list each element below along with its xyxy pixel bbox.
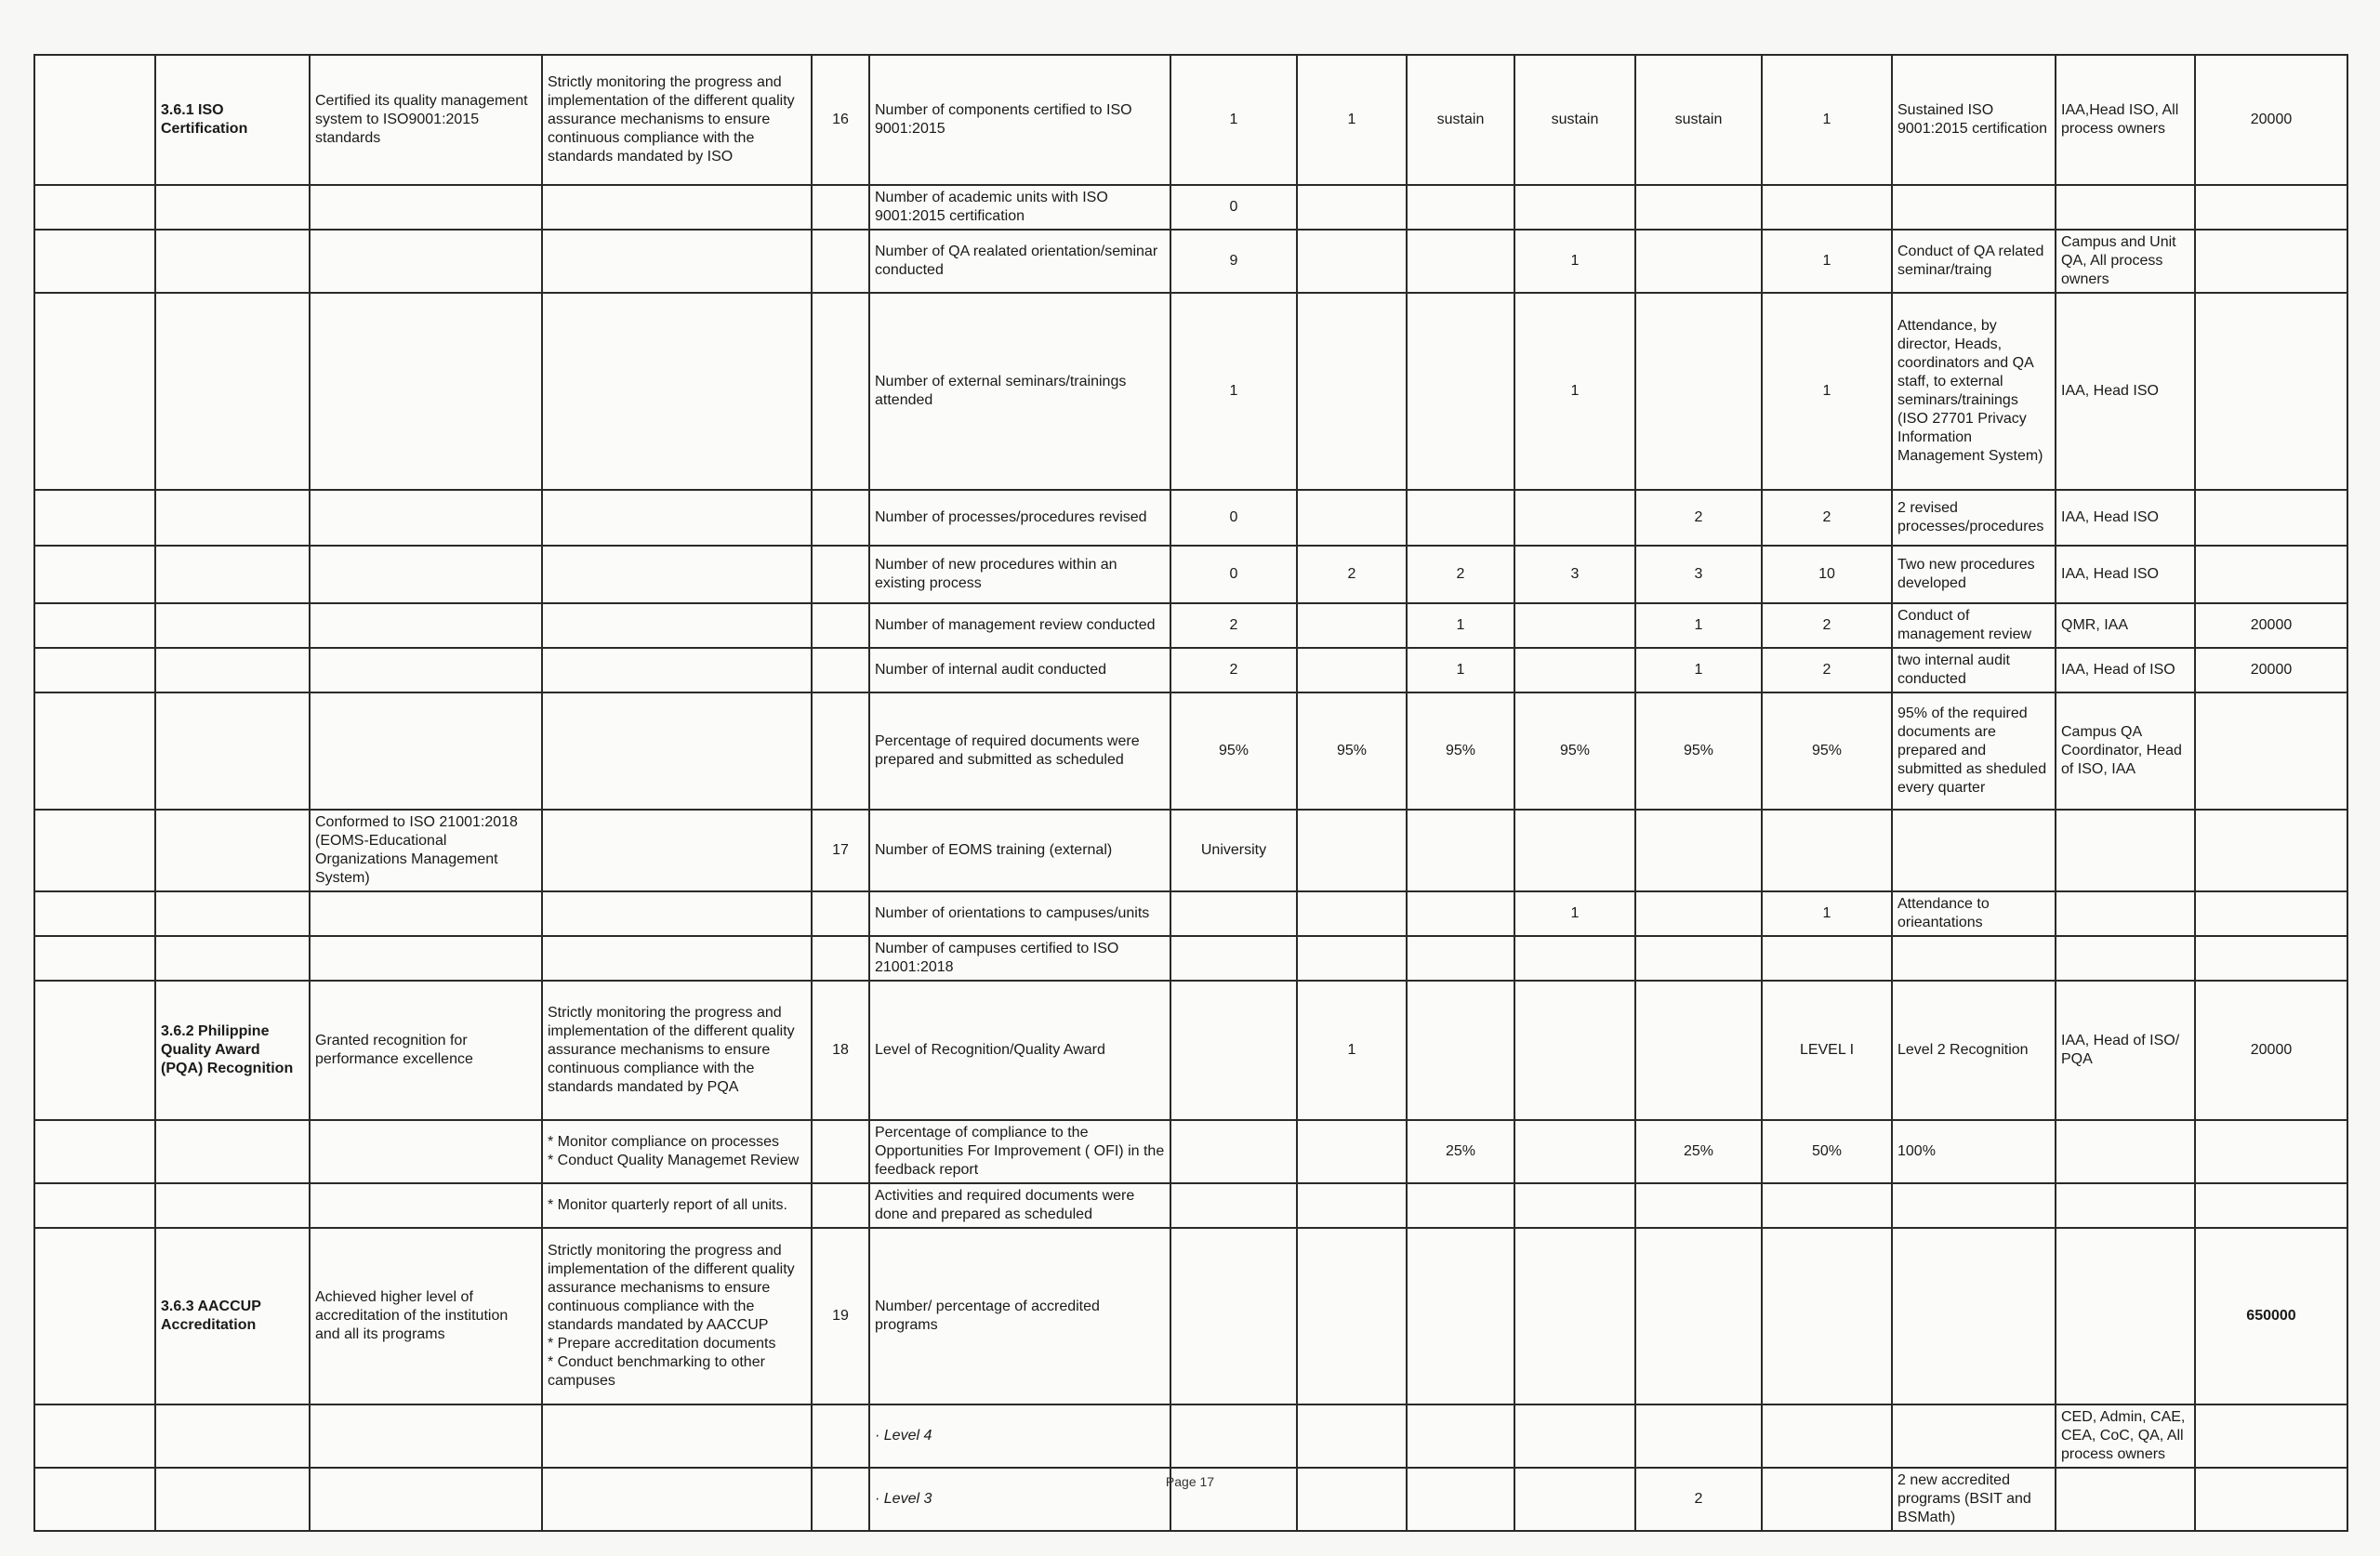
indicator-cell: Number of campuses certified to ISO 21001:2018 — [869, 936, 1170, 981]
strategy-cell — [542, 1404, 812, 1468]
indicator-cell: Number of QA realated orientation/seminar conducted — [869, 230, 1170, 293]
year4-cell — [1635, 1228, 1762, 1404]
strategy-cell: * Monitor quarterly report of all units. — [542, 1183, 812, 1228]
table-row — [34, 936, 2347, 981]
year1-cell: 1 — [1297, 981, 1407, 1120]
indicator-cell: Number of internal audit conducted — [869, 648, 1170, 692]
key-result-area-cell — [155, 810, 310, 891]
target-description-cell: Two new procedures developed — [1892, 546, 2056, 603]
year1-cell — [1297, 603, 1407, 648]
indicator-number-cell: 16 — [812, 55, 869, 185]
outcome-cell — [310, 490, 542, 546]
key-result-area-cell — [155, 546, 310, 603]
blank-cell — [34, 1120, 155, 1183]
blank-cell — [34, 648, 155, 692]
total-target-cell: 1 — [1762, 891, 1892, 936]
strategy-cell — [542, 603, 812, 648]
indicator-cell: Percentage of compliance to the Opportunities For Improvement ( OFI) in the feedback report — [869, 1120, 1170, 1183]
budget-cell: 650000 — [2195, 1228, 2347, 1404]
total-target-cell — [1762, 1404, 1892, 1468]
target-description-cell — [1892, 810, 2056, 891]
baseline-cell: 0 — [1170, 546, 1297, 603]
indicator-number-cell — [812, 546, 869, 603]
blank-cell — [34, 810, 155, 891]
indicator-number-cell — [812, 1404, 869, 1468]
year3-cell — [1514, 603, 1635, 648]
total-target-cell: 10 — [1762, 546, 1892, 603]
year3-cell: 3 — [1514, 546, 1635, 603]
year4-cell — [1635, 810, 1762, 891]
total-target-cell: 2 — [1762, 648, 1892, 692]
key-result-area-cell — [155, 692, 310, 810]
year4-cell — [1635, 936, 1762, 981]
strategy-cell: Strictly monitoring the progress and implementation of the different quality assurance mechanisms to ensure continuous compliance with the standards mandated by AACCUP * Prepare accreditation documents * Conduct benchmarking to other campuses — [542, 1228, 812, 1404]
baseline-cell: 1 — [1170, 293, 1297, 490]
total-target-cell — [1762, 1183, 1892, 1228]
table-row — [34, 185, 2347, 230]
year2-cell: 1 — [1407, 603, 1514, 648]
baseline-cell — [1170, 1404, 1297, 1468]
budget-cell — [2195, 810, 2347, 891]
year2-cell — [1407, 1183, 1514, 1228]
year3-cell — [1514, 1120, 1635, 1183]
total-target-cell — [1762, 936, 1892, 981]
outcome-cell: Conformed to ISO 21001:2018 (EOMS-Educational Organizations Management System) — [310, 810, 542, 891]
year3-cell — [1514, 936, 1635, 981]
responsible-office-cell: IAA,Head ISO, All process owners — [2056, 55, 2195, 185]
strategy-cell — [542, 293, 812, 490]
table-row — [34, 293, 2347, 490]
total-target-cell: 50% — [1762, 1120, 1892, 1183]
total-target-cell: 1 — [1762, 55, 1892, 185]
key-result-area-cell — [155, 891, 310, 936]
year2-cell — [1407, 490, 1514, 546]
responsible-office-cell: IAA, Head of ISO — [2056, 648, 2195, 692]
indicator-number-cell — [812, 1120, 869, 1183]
year1-cell — [1297, 891, 1407, 936]
strategy-cell — [542, 648, 812, 692]
strategy-cell — [542, 490, 812, 546]
indicator-cell: Number/ percentage of accredited programs — [869, 1228, 1170, 1404]
outcome-cell — [310, 936, 542, 981]
indicator-cell: Number of academic units with ISO 9001:2015 certification — [869, 185, 1170, 230]
indicator-cell: Number of orientations to campuses/units — [869, 891, 1170, 936]
year1-cell — [1297, 810, 1407, 891]
indicator-number-cell — [812, 936, 869, 981]
strategy-cell — [542, 692, 812, 810]
year3-cell — [1514, 810, 1635, 891]
outcome-cell — [310, 185, 542, 230]
table-row — [34, 1183, 2347, 1228]
year4-cell: 25% — [1635, 1120, 1762, 1183]
target-description-cell — [1892, 1183, 2056, 1228]
year4-cell — [1635, 230, 1762, 293]
table-row — [34, 546, 2347, 603]
indicator-number-cell — [812, 1183, 869, 1228]
year2-cell — [1407, 185, 1514, 230]
blank-cell — [34, 1228, 155, 1404]
key-result-area-cell — [155, 1404, 310, 1468]
budget-cell — [2195, 185, 2347, 230]
year1-cell: 95% — [1297, 692, 1407, 810]
outcome-cell — [310, 546, 542, 603]
budget-cell — [2195, 230, 2347, 293]
year1-cell — [1297, 1404, 1407, 1468]
budget-cell: 20000 — [2195, 648, 2347, 692]
year2-cell: 1 — [1407, 648, 1514, 692]
strategy-cell: Strictly monitoring the progress and implementation of the different quality assurance mechanisms to ensure continuous compliance with the standards mandated by PQA — [542, 981, 812, 1120]
responsible-office-cell: IAA, Head ISO — [2056, 293, 2195, 490]
table-row — [34, 603, 2347, 648]
blank-cell — [34, 981, 155, 1120]
year2-cell: 2 — [1407, 546, 1514, 603]
indicator-number-cell — [812, 185, 869, 230]
baseline-cell: 0 — [1170, 490, 1297, 546]
target-description-cell — [1892, 185, 2056, 230]
responsible-office-cell — [2056, 185, 2195, 230]
table-row — [34, 981, 2347, 1120]
target-description-cell — [1892, 1404, 2056, 1468]
indicator-cell: Level of Recognition/Quality Award — [869, 981, 1170, 1120]
year3-cell: 95% — [1514, 692, 1635, 810]
outcome-cell — [310, 293, 542, 490]
year2-cell — [1407, 981, 1514, 1120]
target-description-cell: Conduct of QA related seminar/traing — [1892, 230, 2056, 293]
budget-cell — [2195, 546, 2347, 603]
year4-cell — [1635, 981, 1762, 1120]
outcome-cell: Achieved higher level of accreditation of the institution and all its programs — [310, 1228, 542, 1404]
year2-cell: 25% — [1407, 1120, 1514, 1183]
year4-cell: sustain — [1635, 55, 1762, 185]
outcome-cell: Granted recognition for performance excellence — [310, 981, 542, 1120]
blank-cell — [34, 692, 155, 810]
table-row — [34, 55, 2347, 185]
baseline-cell: 2 — [1170, 648, 1297, 692]
budget-cell — [2195, 293, 2347, 490]
target-description-cell: Level 2 Recognition — [1892, 981, 2056, 1120]
year4-cell — [1635, 891, 1762, 936]
indicator-number-cell — [812, 891, 869, 936]
outcome-cell: Certified its quality management system to ISO9001:2015 standards — [310, 55, 542, 185]
outcome-cell — [310, 1404, 542, 1468]
responsible-office-cell: Campus and Unit QA, All process owners — [2056, 230, 2195, 293]
table-row — [34, 648, 2347, 692]
total-target-cell — [1762, 810, 1892, 891]
year4-cell: 2 — [1635, 1468, 1762, 1531]
target-description-cell: Attendance to orieantations — [1892, 891, 2056, 936]
year1-cell — [1297, 185, 1407, 230]
blank-cell — [34, 230, 155, 293]
indicator-cell: Number of new procedures within an existing process — [869, 546, 1170, 603]
responsible-office-cell: QMR, IAA — [2056, 603, 2195, 648]
indicator-number-cell — [812, 692, 869, 810]
responsible-office-cell: CED, Admin, CAE, CEA, CoC, QA, All process owners — [2056, 1404, 2195, 1468]
blank-cell — [34, 1183, 155, 1228]
blank-cell — [34, 936, 155, 981]
responsible-office-cell — [2056, 1183, 2195, 1228]
page-number: Page 17 — [1165, 1474, 1215, 1489]
target-description-cell: 2 new accredited programs (BSIT and BSMath) — [1892, 1468, 2056, 1531]
total-target-cell: LEVEL I — [1762, 981, 1892, 1120]
year4-cell: 1 — [1635, 603, 1762, 648]
indicator-number-cell: 17 — [812, 810, 869, 891]
target-description-cell: 100% — [1892, 1120, 2056, 1183]
key-result-area-cell — [155, 1183, 310, 1228]
total-target-cell — [1762, 185, 1892, 230]
responsible-office-cell: IAA, Head ISO — [2056, 490, 2195, 546]
operational-plan-table — [33, 54, 2348, 1532]
total-target-cell: 95% — [1762, 692, 1892, 810]
indicator-cell: Number of external seminars/trainings attended — [869, 293, 1170, 490]
total-target-cell: 1 — [1762, 230, 1892, 293]
year1-cell: 2 — [1297, 546, 1407, 603]
strategy-cell — [542, 230, 812, 293]
table-row — [34, 230, 2347, 293]
strategy-cell: Strictly monitoring the progress and implementation of the different quality assurance mechanisms to ensure continuous compliance with the standards mandated by ISO — [542, 55, 812, 185]
baseline-cell: 9 — [1170, 230, 1297, 293]
year3-cell: 1 — [1514, 293, 1635, 490]
baseline-cell — [1170, 1183, 1297, 1228]
year3-cell — [1514, 1404, 1635, 1468]
table-row — [34, 692, 2347, 810]
baseline-cell: University — [1170, 810, 1297, 891]
budget-cell — [2195, 1183, 2347, 1228]
budget-cell — [2195, 891, 2347, 936]
total-target-cell — [1762, 1228, 1892, 1404]
year3-cell: 1 — [1514, 891, 1635, 936]
budget-cell — [2195, 936, 2347, 981]
year2-cell — [1407, 1228, 1514, 1404]
budget-cell: 20000 — [2195, 55, 2347, 185]
indicator-cell: Number of components certified to ISO 9001:2015 — [869, 55, 1170, 185]
baseline-cell: 2 — [1170, 603, 1297, 648]
baseline-cell: 95% — [1170, 692, 1297, 810]
blank-cell — [34, 546, 155, 603]
responsible-office-cell — [2056, 891, 2195, 936]
year3-cell — [1514, 1228, 1635, 1404]
outcome-cell — [310, 1183, 542, 1228]
year2-cell — [1407, 810, 1514, 891]
year3-cell — [1514, 648, 1635, 692]
outcome-cell — [310, 603, 542, 648]
indicator-number-cell: 18 — [812, 981, 869, 1120]
strategy-cell — [542, 891, 812, 936]
baseline-cell — [1170, 1228, 1297, 1404]
responsible-office-cell — [2056, 1228, 2195, 1404]
target-description-cell: Conduct of management review — [1892, 603, 2056, 648]
blank-cell — [34, 55, 155, 185]
year4-cell: 95% — [1635, 692, 1762, 810]
indicator-cell: · Level 3 — [869, 1468, 1170, 1531]
budget-cell — [2195, 1120, 2347, 1183]
strategy-cell — [542, 185, 812, 230]
strategy-cell — [542, 546, 812, 603]
year3-cell: 1 — [1514, 230, 1635, 293]
year4-cell: 2 — [1635, 490, 1762, 546]
budget-cell — [2195, 1404, 2347, 1468]
indicator-number-cell — [812, 648, 869, 692]
table-row — [34, 1228, 2347, 1404]
year3-cell — [1514, 490, 1635, 546]
strategy-cell: * Monitor compliance on processes * Conduct Quality Managemet Review — [542, 1120, 812, 1183]
year1-cell — [1297, 230, 1407, 293]
baseline-cell — [1170, 1120, 1297, 1183]
key-result-area-cell — [155, 230, 310, 293]
baseline-cell — [1170, 936, 1297, 981]
year4-cell — [1635, 1183, 1762, 1228]
responsible-office-cell — [2056, 810, 2195, 891]
outcome-cell — [310, 648, 542, 692]
key-result-area-cell: 3.6.1 ISO Certification — [155, 55, 310, 185]
year1-cell — [1297, 1120, 1407, 1183]
indicator-number-cell — [812, 490, 869, 546]
table-row — [34, 490, 2347, 546]
year4-cell: 1 — [1635, 648, 1762, 692]
year3-cell: sustain — [1514, 55, 1635, 185]
year3-cell — [1514, 1183, 1635, 1228]
year2-cell — [1407, 936, 1514, 981]
key-result-area-cell: 3.6.2 Philippine Quality Award (PQA) Recognition — [155, 981, 310, 1120]
indicator-number-cell — [812, 230, 869, 293]
baseline-cell: 0 — [1170, 185, 1297, 230]
year1-cell — [1297, 936, 1407, 981]
blank-cell — [34, 185, 155, 230]
year2-cell — [1407, 230, 1514, 293]
key-result-area-cell — [155, 1120, 310, 1183]
key-result-area-cell — [155, 293, 310, 490]
total-target-cell: 1 — [1762, 293, 1892, 490]
indicator-number-cell — [812, 603, 869, 648]
year2-cell — [1407, 1404, 1514, 1468]
indicator-cell: Number of processes/procedures revised — [869, 490, 1170, 546]
blank-cell — [34, 490, 155, 546]
baseline-cell: 1 — [1170, 55, 1297, 185]
responsible-office-cell: Campus QA Coordinator, Head of ISO, IAA — [2056, 692, 2195, 810]
total-target-cell: 2 — [1762, 603, 1892, 648]
key-result-area-cell — [155, 936, 310, 981]
table-row — [34, 1120, 2347, 1183]
total-target-cell: 2 — [1762, 490, 1892, 546]
blank-cell — [34, 1404, 155, 1468]
target-description-cell: Sustained ISO 9001:2015 certification — [1892, 55, 2056, 185]
outcome-cell — [310, 692, 542, 810]
budget-cell — [2195, 490, 2347, 546]
indicator-cell: Number of management review conducted — [869, 603, 1170, 648]
target-description-cell: Attendance, by director, Heads, coordinators and QA staff, to external seminars/trainings (ISO 27701 Privacy Information Management System) — [1892, 293, 2056, 490]
baseline-cell — [1170, 981, 1297, 1120]
budget-cell: 20000 — [2195, 981, 2347, 1120]
indicator-number-cell — [812, 293, 869, 490]
target-description-cell: 95% of the required documents are prepared and submitted as sheduled every quarter — [1892, 692, 2056, 810]
year1-cell — [1297, 490, 1407, 546]
baseline-cell — [1170, 891, 1297, 936]
target-description-cell: 2 revised processes/procedures — [1892, 490, 2056, 546]
year2-cell — [1407, 293, 1514, 490]
key-result-area-cell — [155, 648, 310, 692]
year2-cell — [1407, 891, 1514, 936]
year1-cell — [1297, 1228, 1407, 1404]
year2-cell: 95% — [1407, 692, 1514, 810]
key-result-area-cell: 3.6.3 AACCUP Accreditation — [155, 1228, 310, 1404]
year3-cell — [1514, 185, 1635, 230]
blank-cell — [34, 293, 155, 490]
year1-cell — [1297, 648, 1407, 692]
year2-cell: sustain — [1407, 55, 1514, 185]
indicator-cell: Percentage of required documents were prepared and submitted as scheduled — [869, 692, 1170, 810]
year1-cell: 1 — [1297, 55, 1407, 185]
key-result-area-cell — [155, 603, 310, 648]
year4-cell — [1635, 1404, 1762, 1468]
outcome-cell — [310, 230, 542, 293]
strategy-cell — [542, 810, 812, 891]
year4-cell: 3 — [1635, 546, 1762, 603]
indicator-cell: · Level 4 — [869, 1404, 1170, 1468]
outcome-cell — [310, 1120, 542, 1183]
year1-cell — [1297, 293, 1407, 490]
strategy-cell — [542, 936, 812, 981]
table-row — [34, 891, 2347, 936]
target-description-cell: two internal audit conducted — [1892, 648, 2056, 692]
responsible-office-cell: IAA, Head ISO — [2056, 546, 2195, 603]
indicator-cell: Number of EOMS training (external) — [869, 810, 1170, 891]
target-description-cell — [1892, 1228, 2056, 1404]
table-row — [34, 810, 2347, 891]
responsible-office-cell — [2056, 936, 2195, 981]
budget-cell: 20000 — [2195, 603, 2347, 648]
year4-cell — [1635, 185, 1762, 230]
blank-cell — [34, 603, 155, 648]
responsible-office-cell — [2056, 1120, 2195, 1183]
key-result-area-cell — [155, 185, 310, 230]
target-description-cell — [1892, 936, 2056, 981]
budget-cell — [2195, 692, 2347, 810]
year4-cell — [1635, 293, 1762, 490]
table-row — [34, 1404, 2347, 1468]
outcome-cell — [310, 891, 542, 936]
responsible-office-cell: IAA, Head of ISO/ PQA — [2056, 981, 2195, 1120]
year1-cell — [1297, 1183, 1407, 1228]
key-result-area-cell — [155, 490, 310, 546]
indicator-cell: Activities and required documents were done and prepared as scheduled — [869, 1183, 1170, 1228]
blank-cell — [34, 891, 155, 936]
year3-cell — [1514, 981, 1635, 1120]
indicator-number-cell: 19 — [812, 1228, 869, 1404]
